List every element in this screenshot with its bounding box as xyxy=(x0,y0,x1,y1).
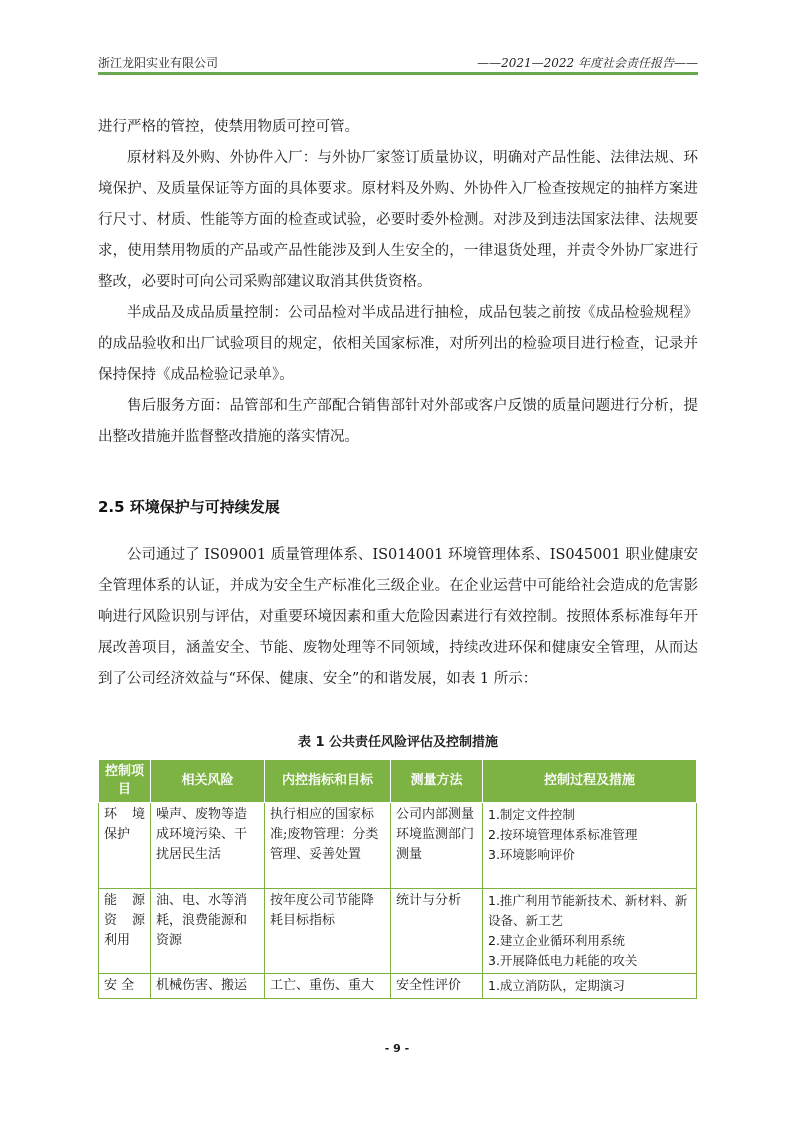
cell-risk: 噪声、废物等造成环境污染、干扰居民生活 xyxy=(151,803,265,889)
column-header-method: 测量方法 xyxy=(391,760,483,803)
cell-indicator: 按年度公司节能降耗目标指标 xyxy=(265,889,391,974)
cell-item: 环 境 保护 xyxy=(99,803,151,889)
measure-line: 3.环境影响评价 xyxy=(488,847,575,862)
cell-measures xyxy=(483,974,697,999)
cell-measures xyxy=(483,889,697,974)
cell-item: 安 全 xyxy=(99,974,151,999)
table-row xyxy=(99,889,697,974)
section-text xyxy=(98,540,698,695)
cell-risk: 机械伤害、搬运 xyxy=(151,974,265,999)
cell-indicator: 工亡、重伤、重大 xyxy=(265,974,391,999)
risk-table xyxy=(98,759,697,999)
paragraph: 公司通过了 IS09001 质量管理体系、IS014001 环境管理体系、IS045001 职业健康安全管理体系的认证，并成为安全生产标准化三级企业。在企业运营中可能给社会造成的危害影响进行风险识别与评估，对重要环境因素和重大危险因素进行有效控制。按照体系标准每年开展改善项目，涵盖安全、节能、废物处理等不同领域，持续改进环保和健康安全管理，从而达到了公司经济效益与“环保、健康、安全”的和谐发展，如表 1 所示： xyxy=(98,547,698,687)
section-heading: 2.5 环境保护与可持续发展 xyxy=(98,498,280,516)
table-row xyxy=(99,974,697,999)
page-number: - 9 - xyxy=(384,1042,410,1055)
cell-method: 公司内部测量 环境监测部门测量 xyxy=(391,803,483,889)
cell-indicator: 执行相应的国家标准;废物管理：分类管理、妥善处置 xyxy=(265,803,391,889)
cell-measures xyxy=(483,803,697,889)
cell-method: 安全性评价 xyxy=(391,974,483,999)
column-header-measures: 控制过程及措施 xyxy=(483,760,697,803)
table-header-row xyxy=(99,760,697,803)
paragraph: 进行严格的管控，使禁用物质可控可管。 xyxy=(98,119,359,135)
table-caption: 表 1 公共责任风险评估及控制措施 xyxy=(297,735,499,750)
measure-line: 1.推广利用节能新技术、新材料、新设备、新工艺 xyxy=(488,893,688,928)
measure-line: 1.制定文件控制 xyxy=(488,807,575,822)
intro-text xyxy=(98,112,698,453)
column-header-risk: 相关风险 xyxy=(151,760,265,803)
page-header xyxy=(98,52,698,74)
report-title: ——2021—2022 年度社会责任报告—— xyxy=(477,56,698,70)
paragraph: 原材料及外购、外协件入厂：与外协厂家签订质量协议，明确对产品性能、法律法规、环境保护、及质量保证等方面的具体要求。原材料及外购、外协件入厂检查按规定的抽样方案进行尺寸、材质、性能等方面的检查或试验，必要时委外检测。对涉及到违法国家法律、法规要求，使用禁用物质的产品或产品性能涉及到人生安全的，一律退货处理，并责令外协厂家进行整改，必要时可向公司采购部建议取消其供货资格。 xyxy=(98,150,698,290)
measure-line: 1.成立消防队，定期演习 xyxy=(488,978,625,993)
measure-line: 2.建立企业循环利用系统 xyxy=(488,933,625,948)
column-header-indicator: 内控指标和目标 xyxy=(265,760,391,803)
cell-method: 统计与分析 xyxy=(391,889,483,974)
cell-item: 能源 资 源 利用 xyxy=(99,889,151,974)
company-name: 浙江龙阳实业有限公司 xyxy=(98,56,219,70)
cell-risk: 油、电、水等消耗，浪费能源和资源 xyxy=(151,889,265,974)
paragraph: 半成品及成品质量控制：公司品检对半成品进行抽检，成品包装之前按《成品检验规程》的成品验收和出厂试验项目的规定，依相关国家标准，对所列出的检验项目进行检查，记录并保持保持《成品检验记录单》。 xyxy=(98,305,698,383)
table-row xyxy=(99,803,697,889)
measure-line: 2.按环境管理体系标准管理 xyxy=(488,827,638,842)
measure-line: 3.开展降低电力耗能的攻关 xyxy=(488,953,638,968)
header-rule xyxy=(98,72,698,75)
paragraph: 售后服务方面：品管部和生产部配合销售部针对外部或客户反馈的质量问题进行分析，提出整改措施并监督整改措施的落实情况。 xyxy=(98,398,698,445)
column-header-item: 控制项目 xyxy=(99,760,151,803)
